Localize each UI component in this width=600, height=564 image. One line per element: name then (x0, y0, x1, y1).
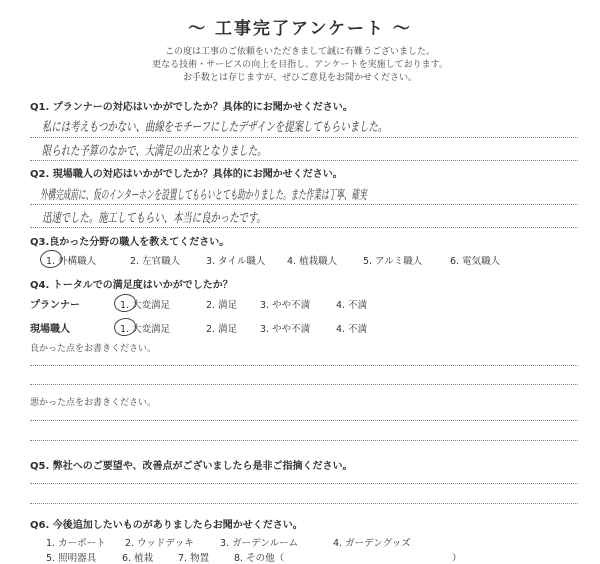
q3-option-3[interactable]: 3. タイル職人 (206, 256, 266, 267)
q5-question: Q5. 弊社へのご要望や、改善点がございましたら是非ご指摘ください。 (30, 461, 353, 472)
q3-option-1[interactable]: 1. 外構職人 (46, 256, 97, 267)
q3-question: Q3.良かった分野の職人を教えてください。 (30, 237, 230, 248)
q4-planner-option-4[interactable]: 4. 不満 (336, 300, 368, 311)
intro-line-3: お手数とは存じますが、ぜひご意見をお聞かせください。 (182, 73, 417, 83)
q3-option-5[interactable]: 5. アルミ職人 (363, 256, 423, 267)
q4-craftsman-option-2[interactable]: 2. 満足 (206, 324, 238, 335)
q3-option-2[interactable]: 2. 左官職人 (130, 256, 181, 267)
q1-question: Q1. プランナーの対応はいかがでしたか？具体的にお聞かせください。 (30, 102, 353, 113)
answer-rule (30, 483, 578, 484)
q2-answer-line-2: 迅速でした。施工してもらい、本当に良かったです。 (42, 211, 266, 226)
q6-option-1[interactable]: 1. カーポート (46, 538, 106, 549)
q1-answer-line-2: 限られた予算のなかで、大満足の出来となりました。 (42, 144, 267, 159)
intro-line-2: 更なる技術・サービスの向上を目指し、アンケートを実施しております。 (152, 60, 448, 70)
q4-row-label-planner: プランナー (30, 300, 80, 311)
q4-planner-option-1[interactable]: 1. 大変満足 (120, 300, 171, 311)
q6-question: Q6. 今後追加したいものがありましたらお聞かせください。 (30, 520, 303, 531)
bad-points-prompt: 悪かった点をお書きください。 (30, 398, 157, 408)
q6-option-3[interactable]: 3. ガーデンルーム (220, 538, 299, 549)
q4-question: Q4. トータルでの満足度はいかがでしたか？ (30, 280, 233, 291)
q6-other-close-paren: ） (452, 553, 462, 564)
q4-row-label-craftsman: 現場職人 (30, 324, 70, 335)
q3-option-6[interactable]: 6. 電気職人 (450, 256, 501, 267)
intro-line-1: この度は工事のご依頼をいただきまして誠に有難うございました。 (164, 47, 435, 57)
answer-rule (30, 365, 578, 366)
q6-option-6[interactable]: 6. 植栽 (122, 553, 154, 564)
q2-answer-line-1: 外構完成前に、仮のインターホンを設置してもらいとても助かりました。また作業は丁寧、確実 (40, 188, 367, 203)
answer-rule (30, 440, 578, 441)
survey-title: ～ 工事完了アンケート ～ (188, 19, 412, 39)
q4-craftsman-option-3[interactable]: 3. やや不満 (260, 324, 311, 335)
q4-craftsman-option-1[interactable]: 1. 大変満足 (120, 324, 171, 335)
q6-option-7[interactable]: 7. 物置 (178, 553, 210, 564)
q6-option-4[interactable]: 4. ガーデングッズ (333, 538, 411, 549)
answer-rule (30, 384, 578, 385)
q2-question: Q2. 現場職人の対応はいかがでしたか？具体的にお聞かせください。 (30, 169, 343, 180)
q6-option-8[interactable]: 8. その他（ (234, 553, 285, 564)
q6-option-2[interactable]: 2. ウッドデッキ (125, 538, 194, 549)
q1-answer-line-1: 私には考えもつかない、曲線をモチーフにしたデザインを提案してもらいました。 (42, 120, 388, 135)
answer-rule (30, 420, 578, 421)
q3-option-4[interactable]: 4. 植栽職人 (287, 256, 338, 267)
answer-rule (30, 137, 578, 138)
answer-rule (30, 160, 578, 161)
answer-rule (30, 227, 578, 228)
q4-planner-option-2[interactable]: 2. 満足 (206, 300, 238, 311)
good-points-prompt: 良かった点をお書きください。 (30, 344, 157, 354)
q6-option-5[interactable]: 5. 照明器具 (46, 553, 97, 564)
q4-craftsman-option-4[interactable]: 4. 不満 (336, 324, 368, 335)
answer-rule (30, 204, 578, 205)
answer-rule (30, 503, 578, 504)
q4-planner-option-3[interactable]: 3. やや不満 (260, 300, 311, 311)
